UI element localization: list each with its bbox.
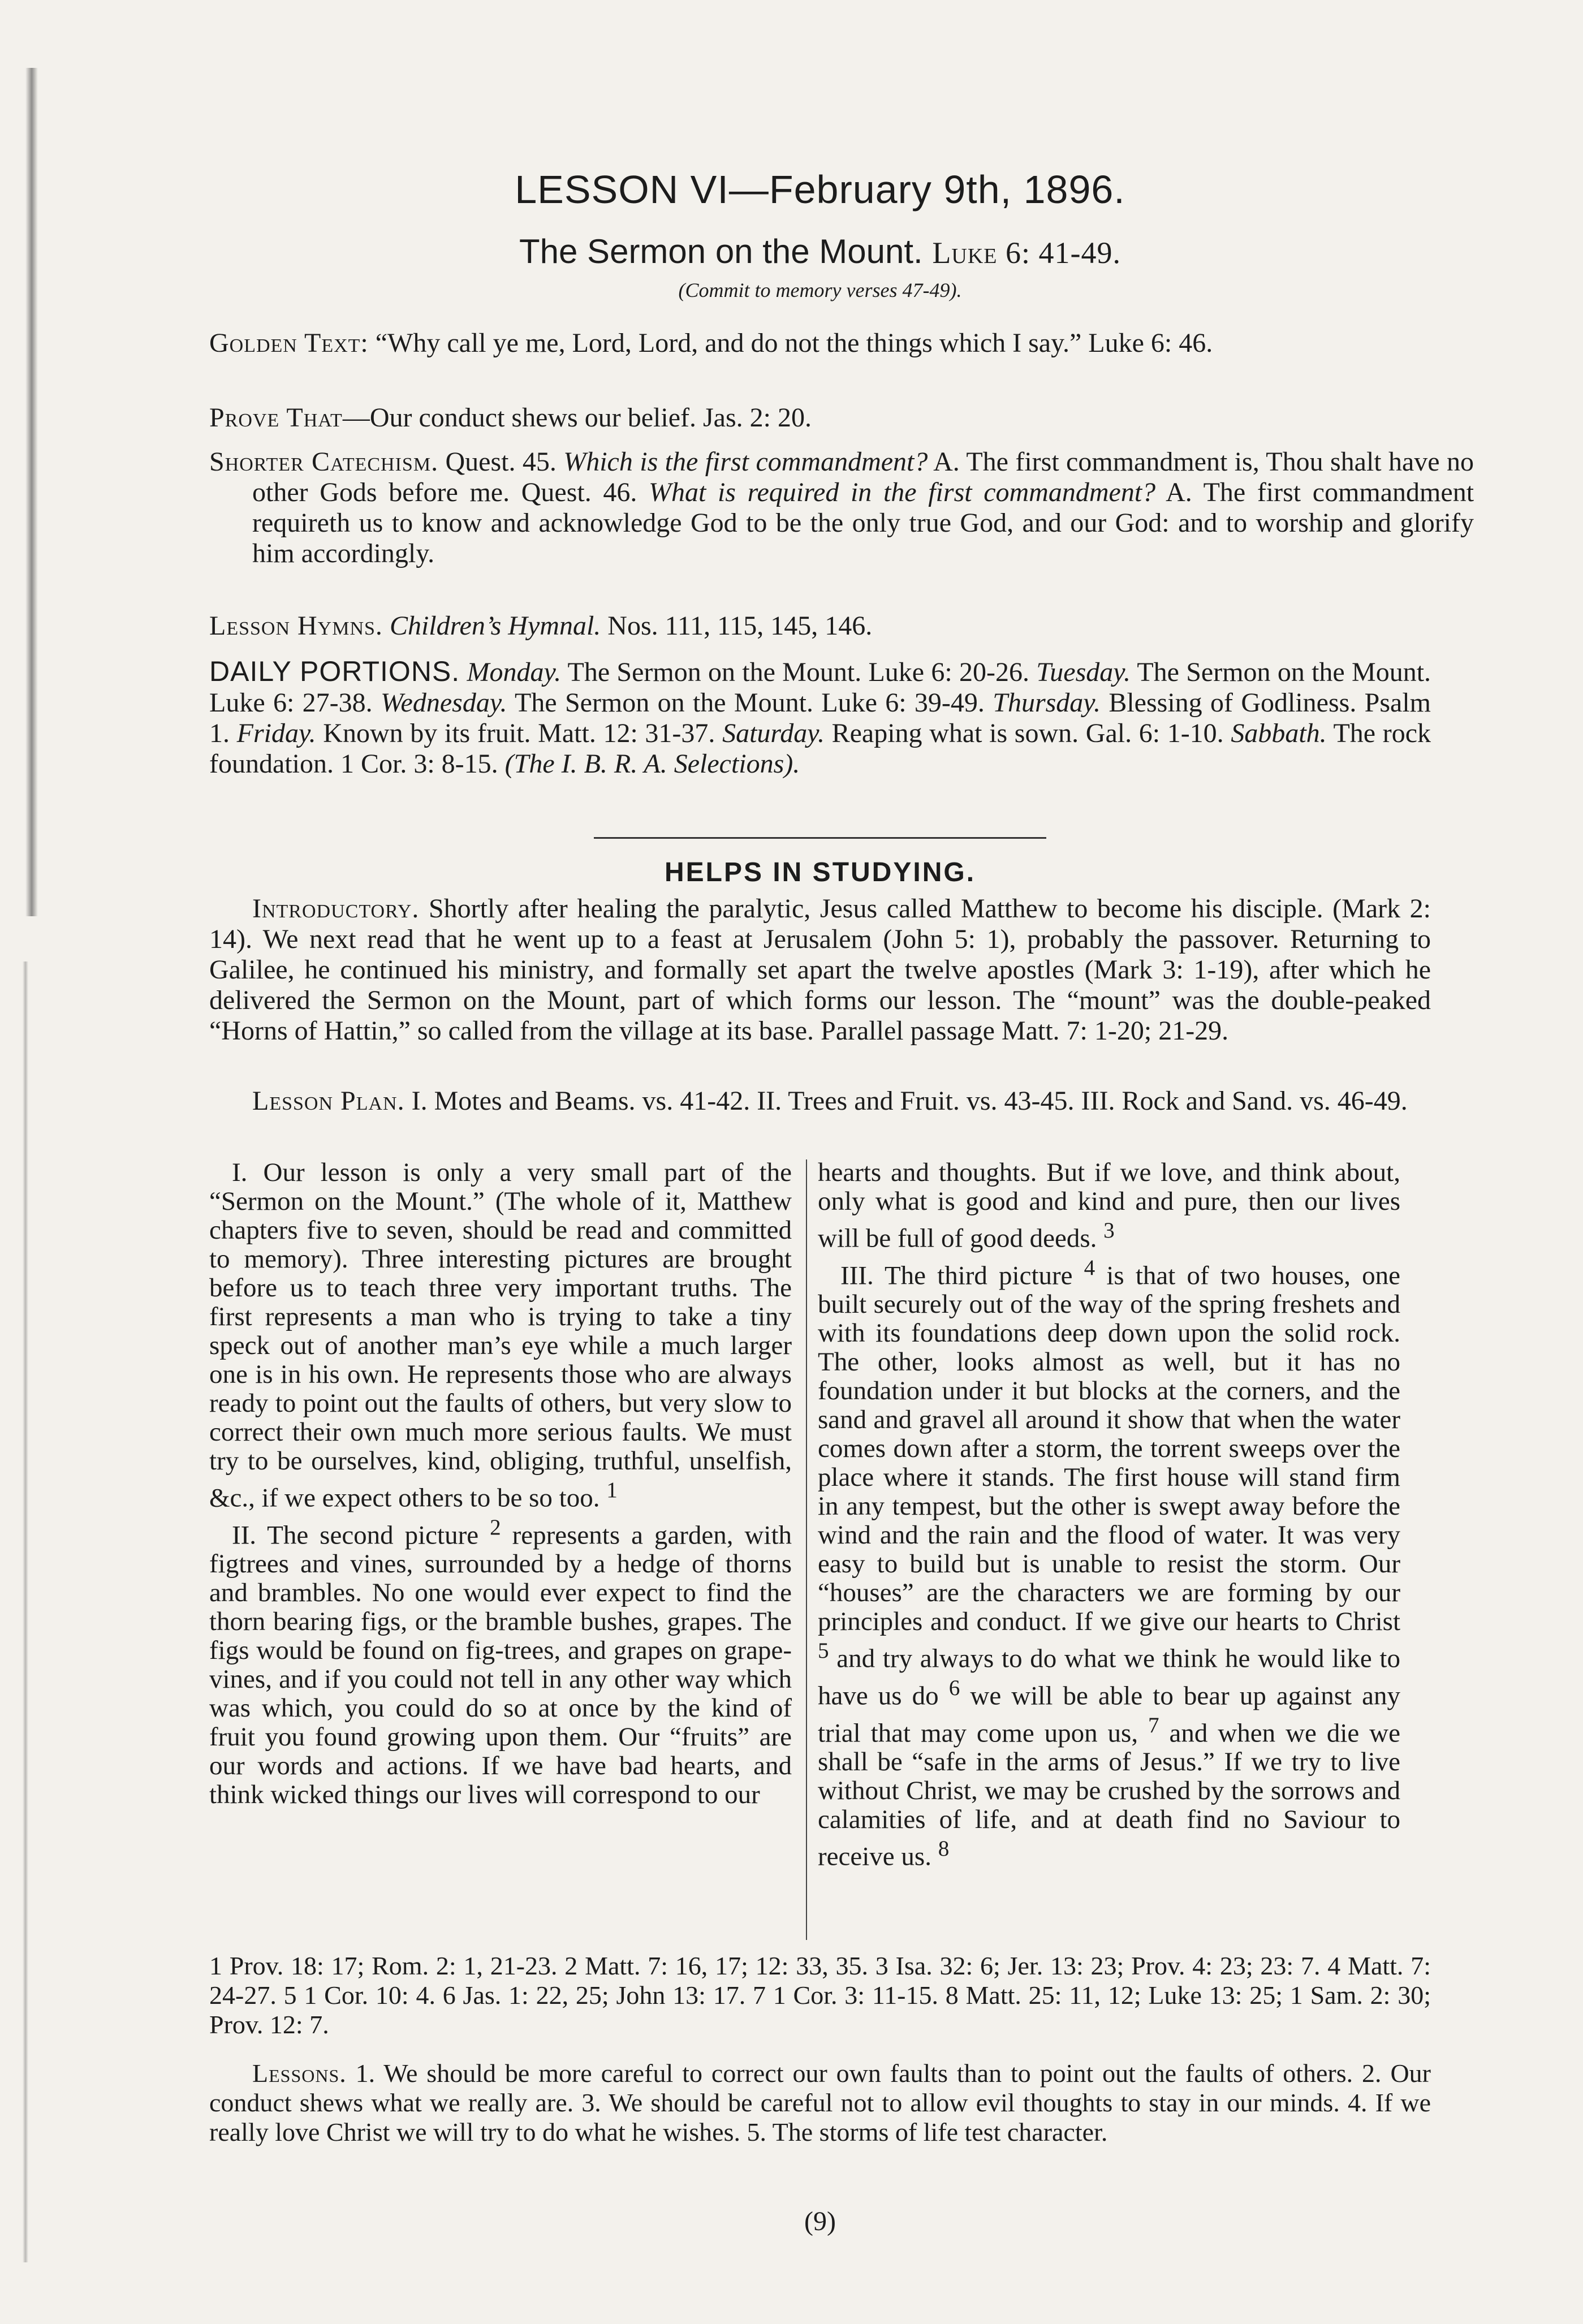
wednesday-label: Wednesday. [380, 688, 507, 718]
lessons-summary [209, 2059, 1431, 2147]
friday-label: Friday. [236, 718, 316, 748]
daily-portions [209, 656, 1431, 779]
footnote-ref-2: 2 [490, 1515, 501, 1540]
subtitle-title: The Sermon on the Mount. [519, 232, 923, 270]
tuesday-text: The Sermon on the Mount. Luke 6: 27-38. [209, 657, 1431, 718]
saturday-label: Saturday. [722, 718, 825, 748]
right-paragraph-2 [818, 1253, 1400, 1872]
tuesday-label: Tuesday. [1036, 657, 1131, 687]
footnote-ref-4: 4 [1084, 1255, 1095, 1280]
catechism-q1: Quest. 45. [445, 447, 557, 477]
catechism-q2: Quest. 46. [521, 477, 637, 507]
sabbath-label: Sabbath. [1231, 718, 1327, 748]
golden-text-body: “Why call ye me, Lord, Lord, and do not the things which I say.” Luke 6: 46. [375, 328, 1213, 358]
catechism-q1-text: Which is the first commandment? [563, 447, 928, 477]
section-divider [594, 837, 1046, 839]
left-p2-text-a: II. The second picture [232, 1520, 479, 1550]
left-p1-text: I. Our lesson is only a very small part of the “Sermon on the Mount.” (The whole of it, Matthew chapters five to seven, should be read and committed to memory). Three interesting pictures are brought before us to teach three very important truths. The first represents a man who is trying to take a tiny speck out of another man’s eye while a much larger one is in his own. He represents those who are always ready to point out the faults of others, but very slow to correct their own much more serious faults. We must try to be ourselves, kind, obliging, truthful, unselfish, &c., if we expect others to be so too. [209, 1158, 792, 1513]
footnote-ref-5: 5 [818, 1639, 829, 1663]
introductory-text: Shortly after healing the paralytic, Jesus called Matthew to become his disciple. (Mark 2: 14). We next read that he went up to a feast at Jerusalem (John 5: 1), probably the passover. Returning to Galilee, he continued his ministry, and formally set apart the twelve apostles (Mark 3: 1-19), after which he delivered the Sermon on the Mount, part of which forms our lesson. The “mount” was the double-peaked “Horns of Hattin,” so called from the village at its base. Parallel passage Matt. 7: 1-20; 21-29. [209, 894, 1431, 1046]
daily-portions-label: DAILY PORTIONS. [209, 656, 460, 687]
catechism-label: Shorter Catechism. [209, 447, 439, 477]
left-paragraph-1 [209, 1158, 792, 1513]
page-number: (9) [804, 2206, 836, 2236]
hymns-numbers: Nos. 111, 115, 145, 146. [607, 611, 873, 641]
footnote-ref-8: 8 [938, 1836, 950, 1861]
prove-that-body: —Our conduct shews our belief. Jas. 2: 20. [342, 403, 812, 433]
binding-shadow [25, 68, 38, 916]
footnote-ref-1: 1 [606, 1478, 618, 1502]
introductory-label: Introductory. [252, 894, 420, 924]
lesson-plan [209, 1086, 1431, 1116]
sabbath-text: The rock foundation. 1 Cor. 3: 8-15. [209, 718, 1431, 779]
left-paragraph-2 [209, 1513, 792, 1810]
thursday-text: Blessing of Godliness. Psalm 1. [209, 688, 1431, 748]
footnote-ref-3: 3 [1103, 1218, 1115, 1243]
thursday-label: Thursday. [993, 688, 1101, 718]
right-p2-text-e: and when we die we shall be “safe in the arms of Jesus.” If we try to live without Christ, we may be crushed by the sorrows and calamities of life, and at death find no Saviour to receive us. [818, 1718, 1400, 1872]
hymns-book: Children’s Hymnal. [389, 611, 601, 641]
hymns-label: Lesson Hymns. [209, 611, 383, 641]
catechism-q2-text: What is required in the first commandment? [649, 477, 1156, 507]
helps-heading: HELPS IN STUDYING. [664, 857, 976, 887]
right-column [818, 1158, 1400, 1872]
footnotes: 1 Prov. 18: 17; Rom. 2: 1, 21-23. 2 Matt. 7: 16, 17; 12: 33, 35. 3 Isa. 32: 6; Jer. 13: 23; Prov. 4: 23; 23: 7. 4 Matt. 7: 24-27. 5 1 Cor. 10: 4. 6 Jas. 1: 22, 25; John 13: 17. 7 1 Cor. 3: 11-15. 8 Matt. 25: 11, 12; Luke 13: 25; 1 Sam. 2: 30; Prov. 12: 7. [209, 1951, 1431, 2039]
prove-that-label: Prove That [209, 403, 343, 433]
catechism-a2: A. The first commandment requireth us to know and acknowledge God to be the only true God, and our God: and to worship and glorify him accordingly. [252, 477, 1474, 568]
selections-note: (The I. B. R. A. Selections). [504, 749, 800, 779]
footnote-ref-6: 6 [948, 1675, 960, 1700]
introductory [209, 894, 1431, 1046]
lesson-title: LESSON VI—February 9th, 1896. [515, 167, 1125, 212]
left-p2-text-b: represents a garden, with figtrees and vines, surrounded by a hedge of thorns and brambles. No one would ever expect to find the thorn bearing figs, or the bramble bushes, grapes. The figs would be found on fig-trees, and grapes on grape-vines, and if you could not tell in any other way which was which, you could do so at once by the kind of fruit you found growing upon them. Our “fruits” are our words and actions. If we have bad hearts, and think wicked things our lives will correspond to our [209, 1520, 792, 1810]
golden-text-label: Golden Text: [209, 328, 369, 358]
right-p2-text-a: III. The third picture [840, 1261, 1073, 1291]
right-paragraph-1 [818, 1158, 1400, 1253]
lesson-hymns [209, 611, 1474, 641]
right-p2-text-d: we will be able to bear up against any trial that may come upon us, [818, 1681, 1401, 1748]
right-p1-text: hearts and thoughts. But if we love, and think about, only what is good and kind and pure, then our lives will be full of good deeds. [818, 1158, 1400, 1253]
footnote-ref-7: 7 [1148, 1713, 1159, 1737]
scripture-reference: Luke 6: 41-49. [932, 236, 1121, 270]
column-divider [806, 1159, 807, 1940]
lesson-plan-text: I. Motes and Beams. vs. 41-42. II. Trees and Fruit. vs. 43-45. III. Rock and Sand. vs. 46-49. [411, 1086, 1408, 1116]
monday-text: The Sermon on the Mount. Luke 6: 20-26. [567, 657, 1029, 687]
monday-label: Monday. [467, 657, 562, 687]
prove-that [209, 403, 1474, 433]
lessons-text: 1. We should be more careful to correct our own faults than to point out the faults of others. 2. Our conduct shews what we really are. 3. We should be careful not to allow evil thoughts to stay in our minds. 4. If we really love Christ we will try to do what he wishes. 5. The storms of life test character. [209, 2059, 1431, 2146]
binding-shadow-lower [23, 961, 28, 2262]
lesson-plan-label: Lesson Plan. [252, 1086, 405, 1116]
lessons-label: Lessons. [252, 2059, 347, 2088]
wednesday-text: The Sermon on the Mount. Luke 6: 39-49. [514, 688, 985, 718]
left-column [209, 1158, 792, 1809]
catechism-a1: A. The first commandment is, Thou shalt have no other Gods before me. [252, 447, 1474, 507]
saturday-text: Reaping what is sown. Gal. 6: 1-10. [831, 718, 1224, 748]
lesson-subtitle [209, 232, 1431, 271]
friday-text: Known by its fruit. Matt. 12: 31-37. [323, 718, 715, 748]
golden-text [209, 328, 1474, 359]
right-p2-text-b: is that of two houses, one built securely out of the way of the spring freshets and with its foundations deep down upon the solid rock. The other, looks almost as well, but it has no foundation under it but blocks at the corners, and the sand and gravel all around it show that when the water comes down after a storm, the torrent sweeps over the place where it stands. The first house will stand firm in any tempest, but the other is swept away before the wind and the rain and the flood of water. It was very easy to build but is unable to resist the storm. Our “houses” are the characters we are forming by our principles and conduct. If we give our hearts to Christ [818, 1261, 1401, 1637]
right-p2-text-c: and try always to do what we think he would like to have us do [818, 1644, 1400, 1711]
shorter-catechism [209, 447, 1474, 569]
memory-note: (Commit to memory verses 47-49). [678, 279, 962, 301]
